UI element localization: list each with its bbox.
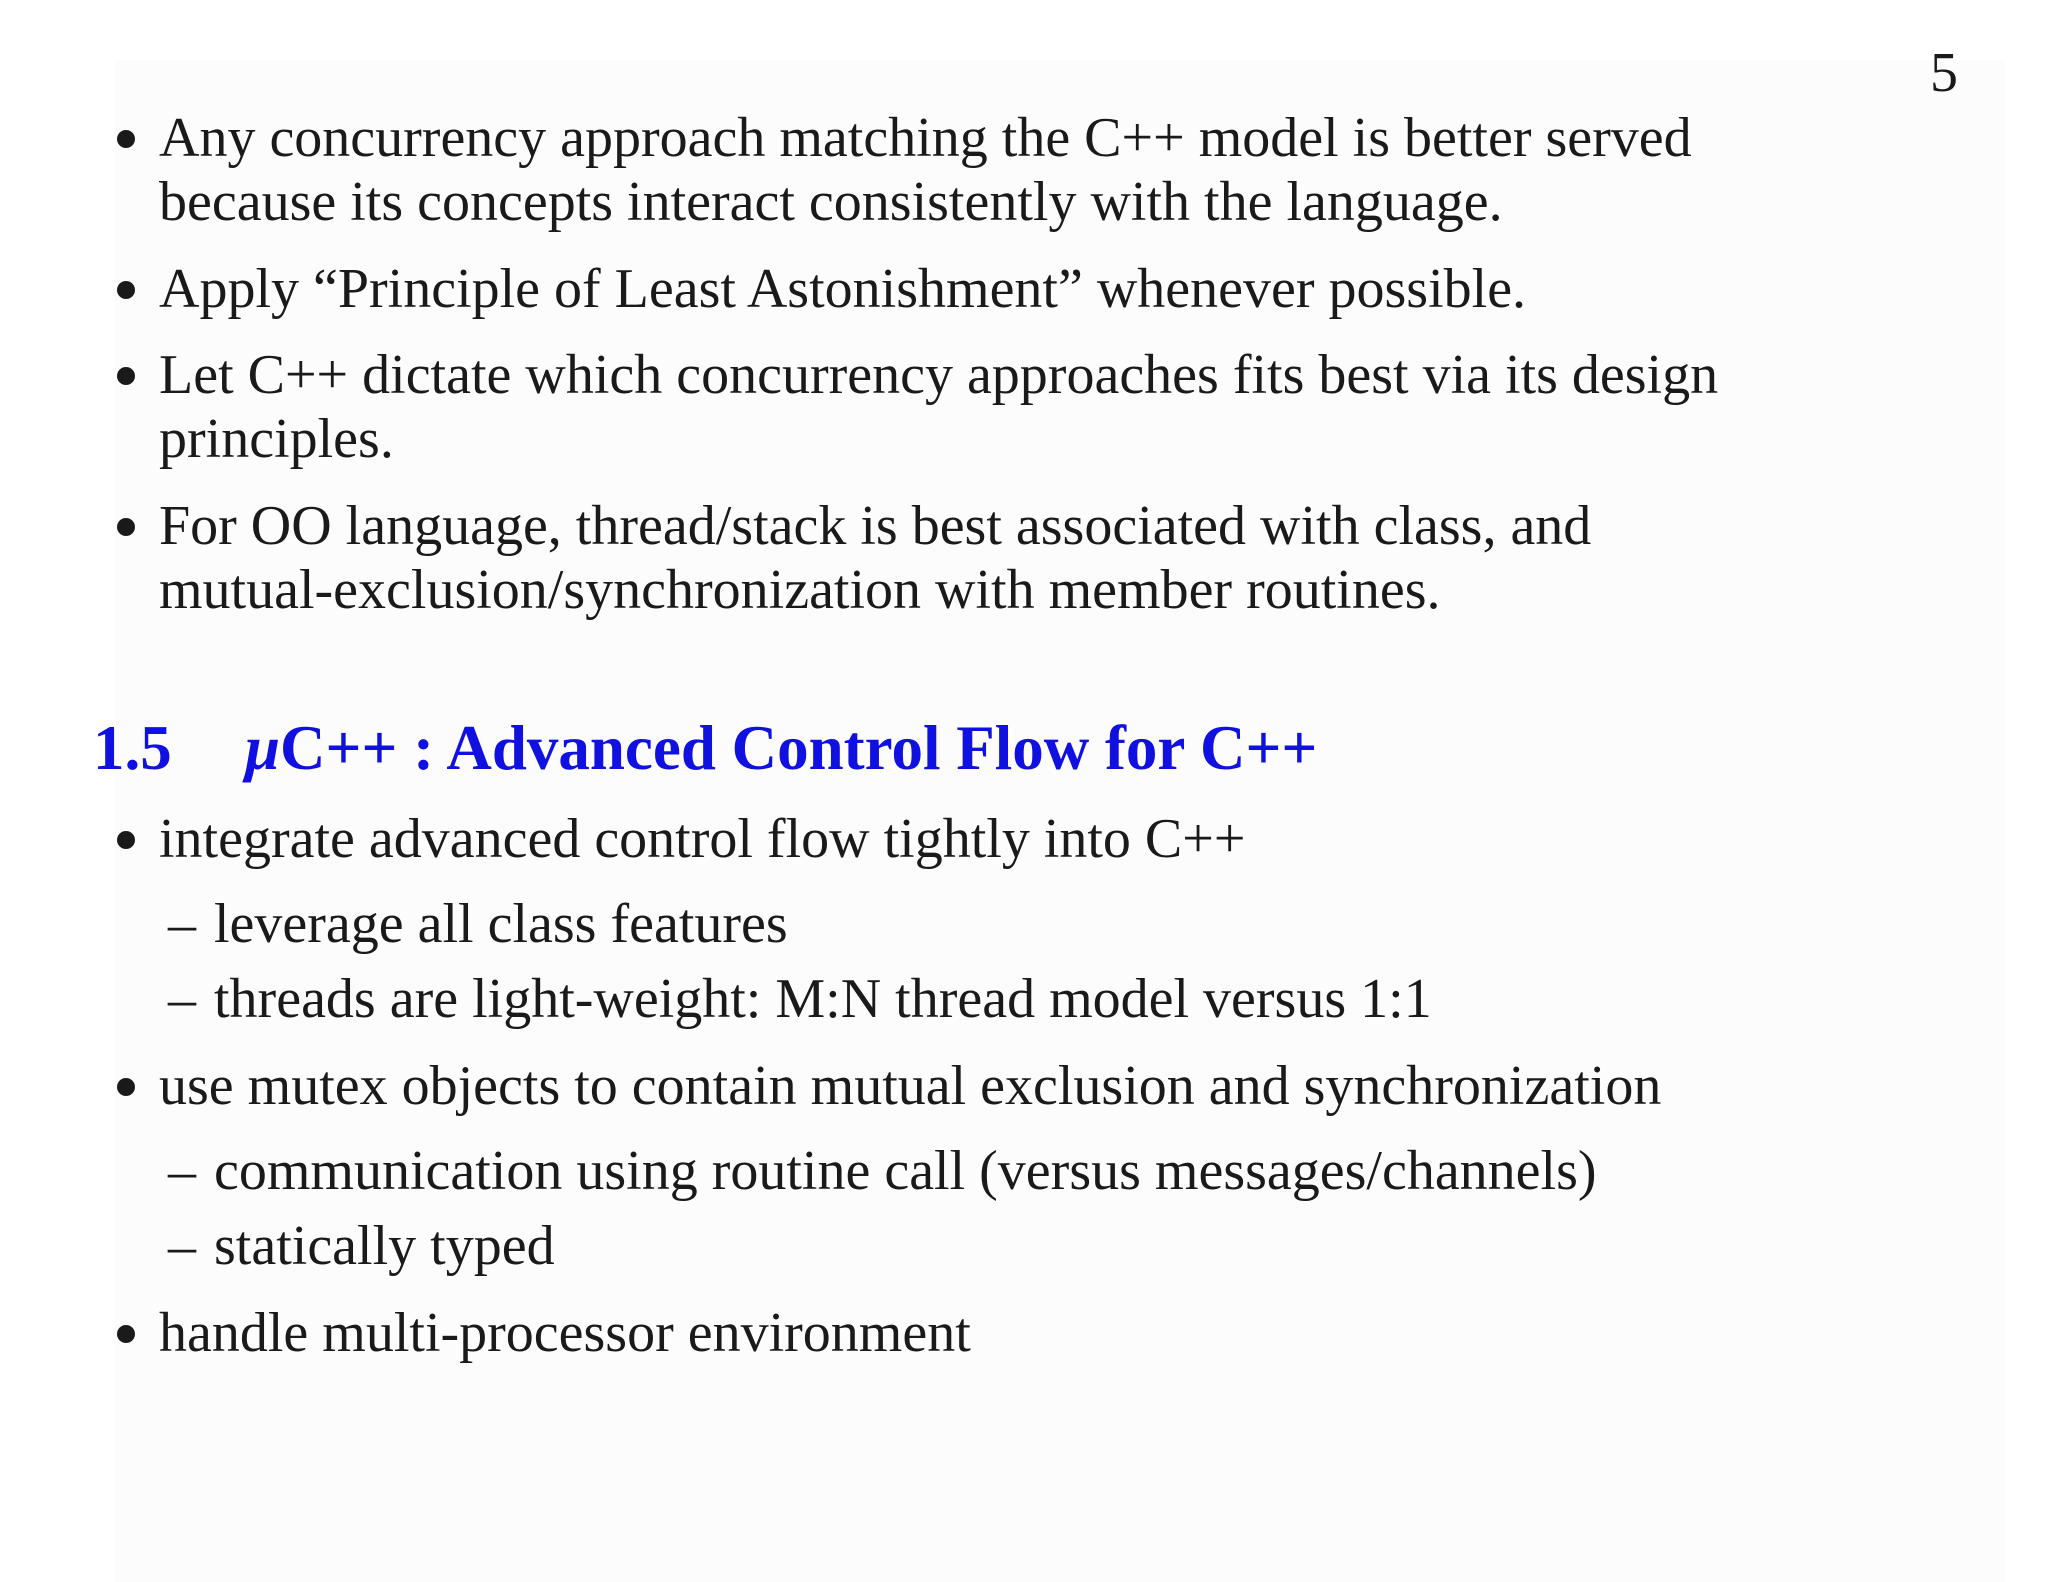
- sub-item-text: communication using routine call (versus messages/channels): [214, 1140, 1597, 1202]
- bullet-item: [115, 343, 1915, 471]
- bullet-item: [115, 494, 1915, 622]
- dash-marker: –: [168, 968, 196, 1030]
- bullet-item: [115, 106, 1915, 234]
- dash-marker: –: [168, 1140, 196, 1202]
- bullet-text: For OO language, thread/stack is best associated with class, and mutual-exclusion/synchronization with member routines.: [159, 495, 1592, 621]
- sub-item-text: threads are light-weight: M:N thread model versus 1:1: [214, 968, 1432, 1030]
- sub-item: [168, 892, 1868, 956]
- bullet-item: [115, 807, 1915, 871]
- sub-item-text: leverage all class features: [214, 893, 788, 955]
- dash-marker: –: [168, 1215, 196, 1277]
- sub-item: [168, 967, 1868, 1031]
- dash-marker: –: [168, 893, 196, 955]
- bullet-item: [115, 257, 1915, 321]
- sub-item: [168, 1214, 1868, 1278]
- bullet-text: Any concurrency approach matching the C++ model is better served because its concepts interact consistently with the language.: [159, 107, 1692, 233]
- bullet-text: Apply “Principle of Least Astonishment” whenever possible.: [159, 258, 1527, 320]
- bullet-item: [115, 1301, 1915, 1365]
- bullet-item: [115, 1054, 1915, 1118]
- section-mu-symbol: μ: [245, 713, 281, 783]
- section-title: C++ : Advanced Control Flow for C++: [280, 713, 1318, 783]
- bullet-text: integrate advanced control flow tightly into C++: [159, 808, 1246, 870]
- sub-item: [168, 1139, 1868, 1203]
- section-number: 1.5: [93, 713, 172, 783]
- sub-item-text: statically typed: [214, 1215, 555, 1277]
- bullet-text: Let C++ dictate which concurrency approaches fits best via its design principles.: [159, 344, 1719, 470]
- page-number: 5: [1930, 42, 1958, 104]
- bullet-text: handle multi-processor environment: [159, 1302, 971, 1364]
- bullet-text: use mutex objects to contain mutual exclusion and synchronization: [159, 1055, 1662, 1117]
- section-heading: [93, 712, 1317, 784]
